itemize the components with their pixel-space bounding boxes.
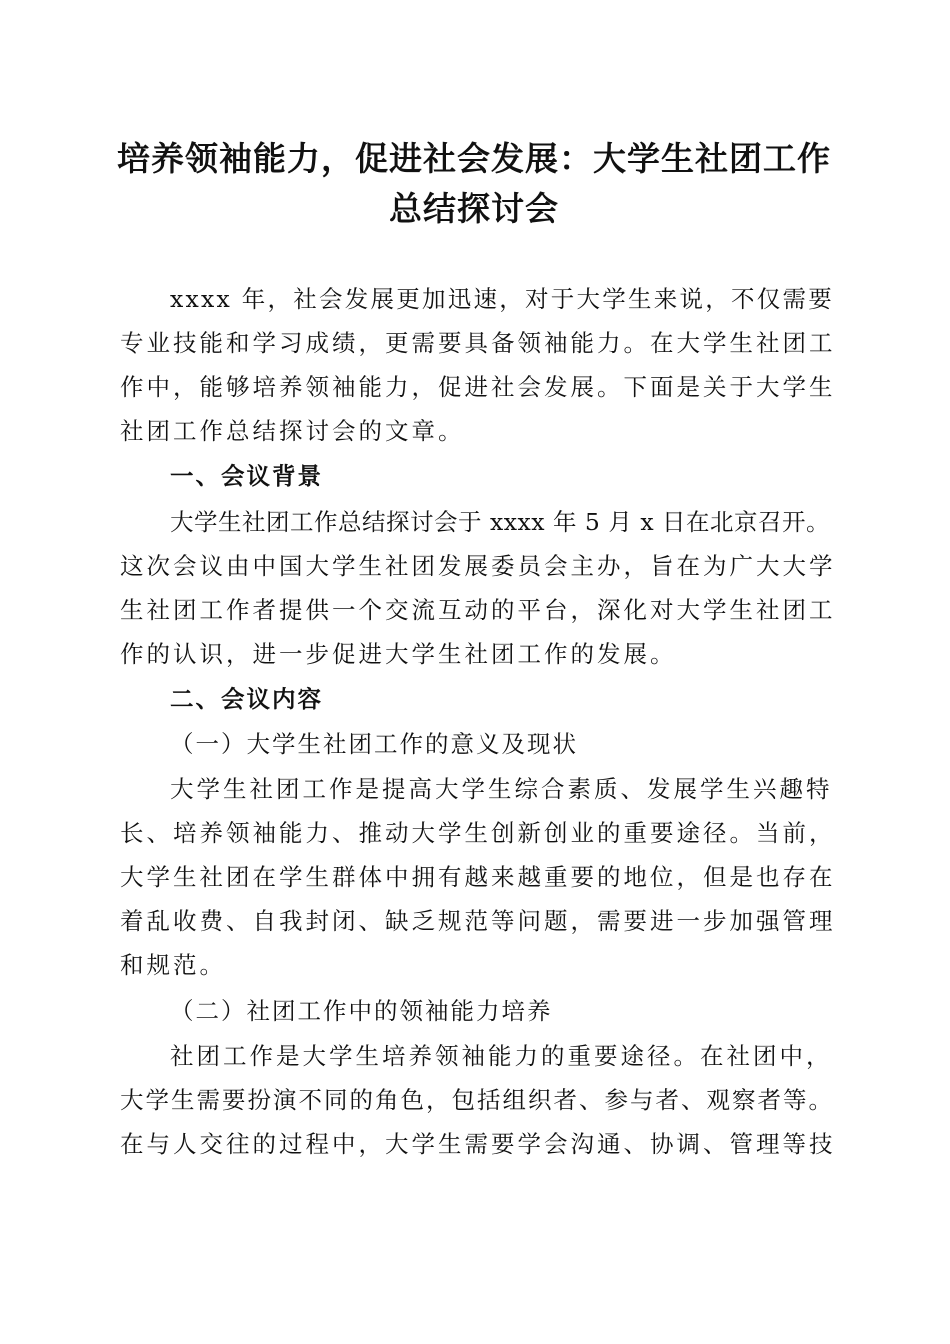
sub1-line-2: 长、培养领袖能力、推动大学生创新创业的重要途径。当前，: [120, 819, 836, 847]
sub2-line-1: 社团工作是大学生培养领袖能力的重要途径。在社团中，: [170, 1042, 833, 1070]
intro-line-4: 社团工作总结探讨会的文章。: [120, 417, 465, 445]
sub2-line-2: 大学生需要扮演不同的角色，包括组织者、参与者、观察者等。: [120, 1086, 834, 1114]
sub1-line-1: 大学生社团工作是提高大学生综合素质、发展学生兴趣特: [170, 775, 833, 803]
section-heading-background: 一、会议背景: [170, 462, 323, 490]
sub1-line-5: 和规范。: [120, 951, 226, 979]
sub1-line-3: 大学生社团在学生群体中拥有越来越重要的地位，但是也存在: [120, 863, 836, 891]
document-title: 培养领袖能力，促进社会发展：大学生社团工作总结探讨会: [117, 139, 831, 228]
subsection-heading-2: （二）社团工作中的领袖能力培养: [170, 997, 553, 1025]
section1-line-2: 这次会议由中国大学生社团发展委员会主办，旨在为广大大学: [120, 552, 836, 580]
sub2-line-3: 在与人交往的过程中，大学生需要学会沟通、协调、管理等技: [120, 1130, 836, 1158]
intro-line-2: 专业技能和学习成绩，更需要具备领袖能力。在大学生社团工: [120, 329, 836, 357]
section1-line-1: 大学生社团工作总结探讨会于 xxxx 年 5 月 x 日在北京召开。: [170, 508, 831, 536]
section1-line-4: 作的认识，进一步促进大学生社团工作的发展。: [120, 640, 677, 668]
intro-line-3: 作中，能够培养领袖能力，促进社会发展。下面是关于大学生: [120, 373, 836, 401]
subsection-heading-1: （一）大学生社团工作的意义及现状: [170, 730, 578, 758]
intro-line-1: xxxx 年，社会发展更加迅速，对于大学生来说，不仅需要: [170, 285, 834, 313]
sub1-line-4: 着乱收费、自我封闭、缺乏规范等问题，需要进一步加强管理: [120, 907, 836, 935]
section-heading-content: 二、会议内容: [170, 685, 323, 713]
section1-line-3: 生社团工作者提供一个交流互动的平台，深化对大学生社团工: [120, 596, 836, 624]
